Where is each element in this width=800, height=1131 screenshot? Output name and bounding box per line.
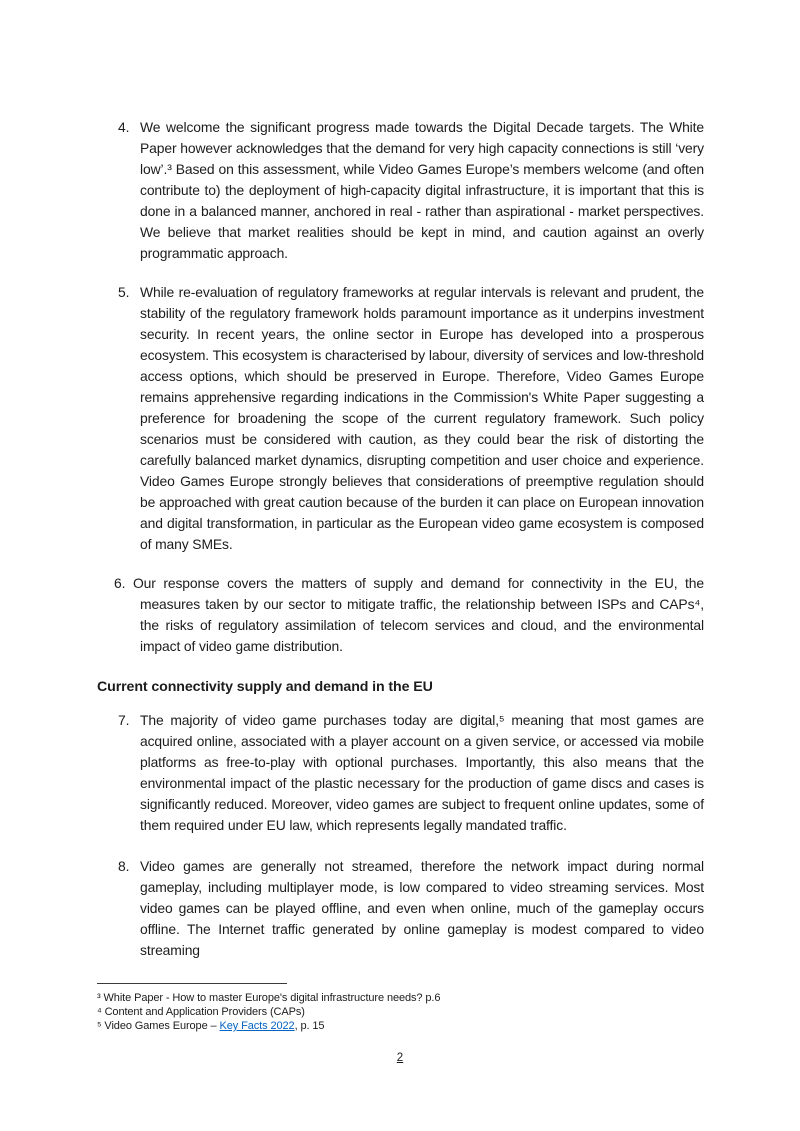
footnotes-section (97, 983, 704, 1033)
footnote-4: ⁴ Content and Application Providers (CAPs) (97, 1006, 305, 1018)
paragraph-text-7: The majority of video game purchases today are digital,⁵ meaning that most games are acquired online, associated with a player account on a given service, or accessed via mobile platforms as free-to-play with optional purchases. Importantly, this also means that the environmental impact of the plastic necessary for the production of game discs and cases is significantly reduced. Moreover, video games are subject to frequent online updates, some of them required under EU law, which represents legally mandated traffic. (140, 712, 704, 833)
numbered-paragraph-7 (118, 710, 704, 836)
list-number-7: 7. (118, 712, 130, 728)
document-body (97, 117, 704, 979)
paragraph-text-6: Our response covers the matters of supply and demand for connectivity in the EU, the measures taken by our sector to mitigate traffic, the relationship between ISPs and CAPs⁴, the risks of regulatory assimilation of telecom services and cloud, and the environmental impact of video game distribution. (132, 575, 704, 654)
list-number-6: 6. (114, 575, 126, 591)
section-heading: Current connectivity supply and demand in the EU (97, 679, 433, 695)
list-number-8: 8. (118, 858, 130, 874)
numbered-paragraph-8 (118, 856, 704, 961)
list-number-4: 4. (118, 119, 130, 135)
numbered-paragraph-5 (118, 282, 704, 555)
list-number-5: 5. (118, 284, 130, 300)
numbered-paragraph-4 (118, 117, 704, 264)
paragraph-text-8: Video games are generally not streamed, therefore the network impact during normal gameplay, including multiplayer mode, is low compared to video streaming services. Most video games can be played offline, and even when online, much of the gameplay occurs offline. The Internet traffic generated by online gameplay is modest compared to video streaming (140, 858, 704, 958)
page-number: 2 (396, 1052, 404, 1064)
numbered-paragraph-6 (114, 573, 704, 657)
footnote-5 (97, 1019, 704, 1033)
footnote-5-prefix: ⁵ Video Games Europe – (97, 1020, 220, 1032)
footnote-5-suffix: , p. 15 (294, 1020, 325, 1032)
footnote-separator (97, 983, 287, 984)
key-facts-link[interactable]: Key Facts 2022 (219, 1020, 295, 1032)
footnote-3: ³ White Paper - How to master Europe's digital infrastructure needs? p.6 (97, 992, 441, 1004)
paragraph-text-5: While re-evaluation of regulatory frameworks at regular intervals is relevant and prudent, the stability of the regulatory framework holds paramount importance as it underpins investment security. In recent years, the online sector in Europe has developed into a prosperous ecosystem. This ecosystem is characterised by labour, diversity of services and low-threshold access options, which should be preserved in Europe. Therefore, Video Games Europe remains apprehensive regarding indications in the Commission's White Paper suggesting a preference for broadening the scope of the current regulatory framework. Such policy scenarios must be considered with caution, as they could bear the risk of distorting the carefully balanced market dynamics, disrupting competition and user choice and experience. Video Games Europe strongly believes that considerations of preemptive regulation should be approached with great caution because of the burden it can place on European innovation and digital transformation, in particular as the European video game ecosystem is composed of many SMEs. (140, 284, 704, 552)
page-footer (0, 1048, 800, 1066)
paragraph-text-4: We welcome the significant progress made towards the Digital Decade targets. The White Paper however acknowledges that the demand for very high capacity connections is still ‘very low’.³ Based on this assessment, while Video Games Europe’s members welcome (and often contribute to) the deployment of high-capacity digital infrastructure, it is important that this is done in a balanced manner, anchored in real - rather than aspirational - market perspectives. We believe that market realities should be kept in mind, and caution against an overly programmatic approach. (140, 119, 704, 261)
